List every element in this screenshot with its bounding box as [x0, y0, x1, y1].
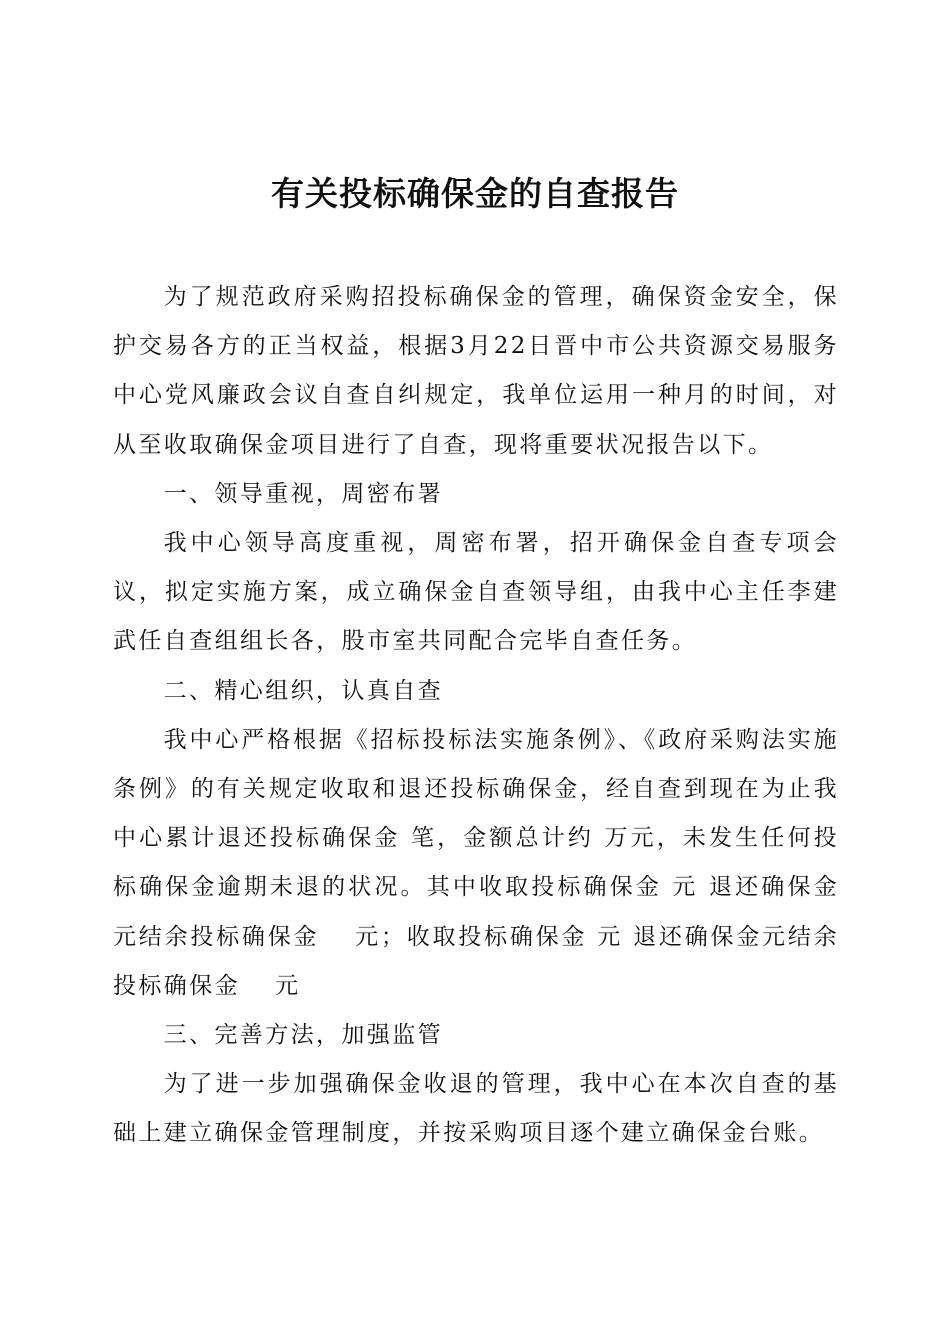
section-paragraph-3: 为了进一步加强确保金收退的管理，我中心在本次自查的基础上建立确保金管理制度，并按采购项目逐个建立确保金台账。 — [113, 1071, 839, 1147]
section-heading-1: 一、领导重视，周密布署 — [163, 480, 443, 507]
section-heading-2: 二、精心组织，认真自查 — [163, 677, 443, 704]
document-body — [113, 273, 865, 1159]
section-paragraph-2: 我中心严格根据《招标投标法实施条例》、《政府采购法实施条例》的有关规定收取和退还投标确保金，经自查到现在为止我中心累计退还投标确保金 笔，金额总计约 万元，未发生任何投标确保金逾期未退的状况。其中收取投标确保金 元 退还确保金 元结余投标确保金 元；收取投标确保金 元 退还确保金元结余投标确保金 元 — [113, 726, 865, 999]
document-title: 有关投标确保金的自查报告 — [271, 174, 679, 213]
section-paragraph-1: 我中心领导高度重视，周密布署，招开确保金自查专项会议，拟定实施方案，成立确保金自查领导组，由我中心主任李建武任自查组组长各，股市室共同配合完毕自查任务。 — [113, 530, 839, 655]
intro-paragraph: 为了规范政府采购招投标确保金的管理，确保资金安全，保护交易各方的正当权益，根据3月22日晋中市公共资源交易服务中心党风廉政会议自查自纠规定，我单位运用一种月的时间，对从至收取确保金项目进行了自查，现将重要状况报告以下。 — [113, 284, 839, 458]
section-heading-3: 三、完善方法，加强监管 — [163, 1022, 443, 1049]
